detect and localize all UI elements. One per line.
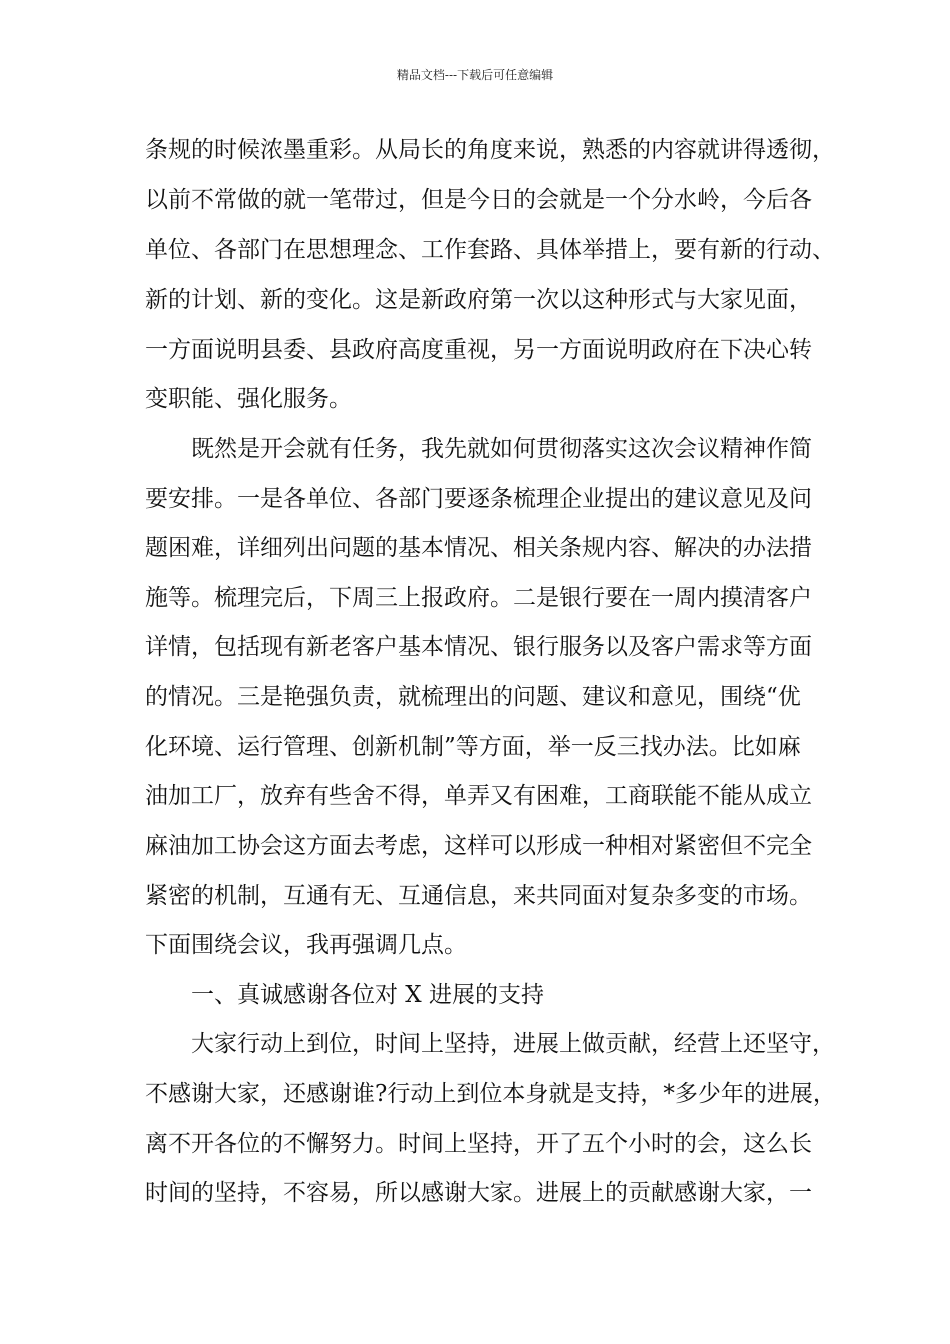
text-line: 条规的时候浓墨重彩。从局长的角度来说，熟悉的内容就讲得透彻，: [145, 137, 835, 163]
text-line: 化环境、运行管理、创新机制”等方面，举一反三找办法。比如麻: [145, 734, 801, 760]
text-line: 施等。梳理完后，下周三上报政府。二是银行要在一周内摸清客户: [145, 585, 812, 611]
text-line: 时间的坚持，不容易，所以感谢大家。进展上的贡献感谢大家，一: [145, 1180, 812, 1206]
text-line: 新的计划、新的变化。这是新政府第一次以这种形式与大家见面，: [145, 287, 812, 313]
text-line: 以前不常做的就一笔带过，但是今日的会就是一个分水岭，今后各: [145, 187, 812, 213]
text-line: 变职能、强化服务。: [145, 386, 352, 412]
text-line: 麻油加工协会这方面去考虑，这样可以形成一种相对紧密但不完全: [145, 833, 812, 859]
text-line: 要安排。一是各单位、各部门要逐条梳理企业提出的建议意见及问: [145, 486, 812, 512]
text-line: 离不开各位的不懈努力。时间上坚持，开了五个小时的会，这么长: [145, 1131, 812, 1157]
section-heading: 一、真诚感谢各位对 X 进展的支持: [191, 982, 544, 1008]
text-line: 单位、各部门在思想理念、工作套路、具体举措上，要有新的行动、: [145, 237, 835, 263]
paragraph-first-line: 既然是开会就有任务，我先就如何贯彻落实这次会议精神作简: [191, 436, 812, 462]
text-line: 不感谢大家，还感谢谁?行动上到位本身就是支持，*多少年的进展，: [145, 1081, 836, 1107]
text-line: 详情，包括现有新老客户基本情况、银行服务以及客户需求等方面: [145, 634, 812, 660]
text-line: 一方面说明县委、县政府高度重视，另一方面说明政府在下决心转: [145, 337, 812, 363]
text-line: 的情况。三是艳强负责，就梳理出的问题、建议和意见，围绕“优: [145, 684, 801, 710]
text-line: 下面围绕会议，我再强调几点。: [145, 932, 467, 958]
text-line: 题困难，详细列出问题的基本情况、相关条规内容、解决的办法措: [145, 535, 812, 561]
text-line: 油加工厂，放弃有些舍不得，单弄又有困难，工商联能不能从成立: [145, 783, 812, 809]
page-header: 精品文档---下载后可任意编辑: [396, 68, 554, 82]
paragraph-first-line: 大家行动上到位，时间上坚持，进展上做贡献，经营上还坚守，: [191, 1031, 835, 1057]
text-line: 紧密的机制，互通有无、互通信息，来共同面对复杂多变的市场。: [145, 883, 812, 909]
